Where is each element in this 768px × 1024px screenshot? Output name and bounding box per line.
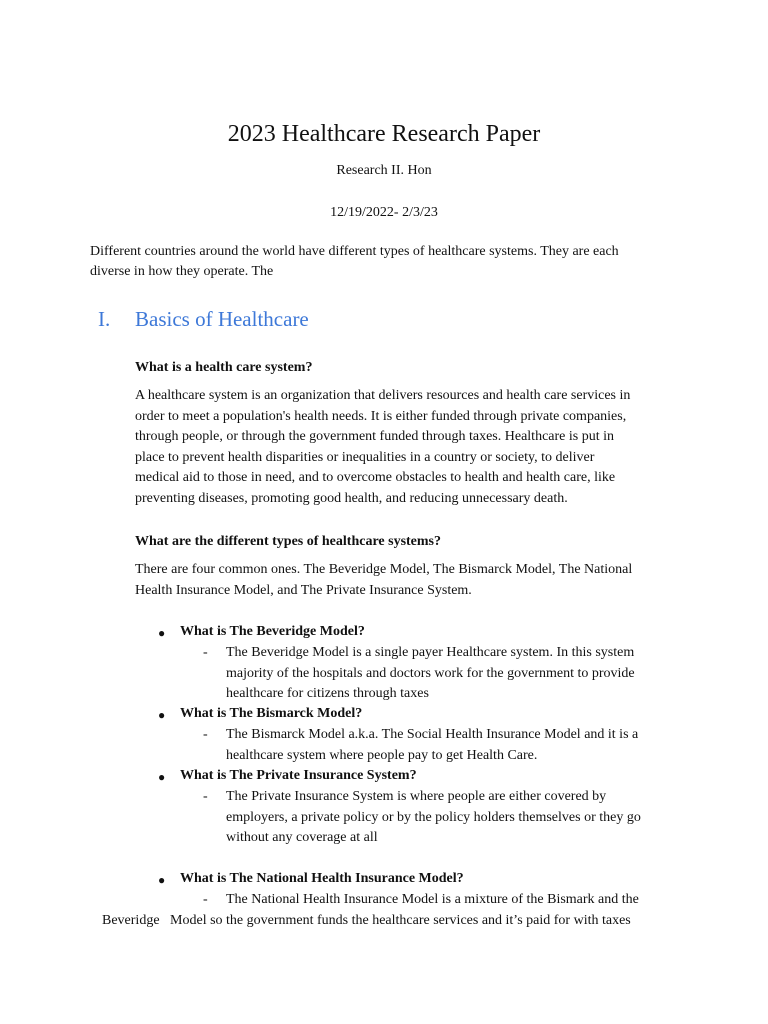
answer-line: Health Insurance Model, and The Private Insurance System. — [135, 582, 472, 598]
bullet-answer-line: employers, a private policy or by the policy holders themselves or they go — [226, 809, 641, 825]
bullet-question: What is The National Health Insurance Model? — [180, 871, 464, 886]
bullet-answer-line: healthcare for citizens through taxes — [226, 686, 429, 701]
bullet-answer-line: The Bismarck Model a.k.a. The Social Health Insurance Model and it is a — [226, 727, 639, 742]
document-subtitle: Research II. Hon — [336, 163, 432, 178]
bullet-question: What is The Bismarck Model? — [180, 706, 363, 721]
question-heading: What is a health care system? — [135, 360, 313, 375]
section-heading: Basics of Healthcare — [135, 307, 309, 331]
bullet-icon: ● — [158, 708, 166, 722]
answer-line: medical aid to those in need, and to overcome obstacles to health and health care, like — [135, 470, 616, 485]
bullet-answer-line: The Private Insurance System is where people are either covered by — [226, 789, 607, 804]
dash-marker: - — [203, 727, 208, 742]
bullet-answer-line: The Beveridge Model is a single payer Healthcare system. In this system — [226, 645, 635, 660]
dash-marker: - — [203, 892, 208, 907]
answer-line: place to prevent health disparities or inequalities in a country or society, to deliver — [135, 449, 595, 465]
intro-line: diverse in how they operate. The — [90, 264, 274, 279]
document-title: 2023 Healthcare Research Paper — [227, 121, 541, 147]
answer-line: through people, or through the government funded through taxes. Healthcare is put in — [135, 429, 614, 444]
answer-line: order to meet a population's health needs. It is either funded through private companies, — [135, 408, 627, 424]
bullet-icon: ● — [158, 770, 166, 784]
answer-line: preventing diseases, promoting good health, and reducing unnecessary death. — [135, 490, 568, 506]
bullet-question: What is The Beveridge Model? — [180, 624, 365, 639]
bullet-answer-line: healthcare system where people pay to get Health Care. — [226, 747, 538, 763]
bullet-icon: ● — [158, 873, 166, 887]
bullet-answer-line: The National Health Insurance Model is a mixture of the Bismark and the — [226, 892, 639, 907]
answer-line: A healthcare system is an organization that delivers resources and health care services in — [135, 388, 631, 403]
bullet-answer-line: Beveridge Model so the government funds the healthcare services and it’s paid for with taxes — [102, 912, 631, 928]
section-number: I. — [98, 307, 111, 331]
bullet-answer-line: without any coverage at all — [226, 830, 378, 845]
dash-marker: - — [203, 789, 208, 804]
bullet-answer-line: majority of the hospitals and doctors work for the government to provide — [226, 665, 635, 681]
bullet-question: What is The Private Insurance System? — [180, 768, 417, 783]
document-date: 12/19/2022- 2/3/23 — [330, 205, 438, 220]
bullet-icon: ● — [158, 626, 166, 640]
intro-line: Different countries around the world have different types of healthcare systems. They are each — [90, 244, 619, 259]
answer-line: There are four common ones. The Beveridge Model, The Bismarck Model, The National — [135, 562, 633, 577]
question-heading: What are the different types of healthcare systems? — [135, 534, 442, 549]
dash-marker: - — [203, 645, 208, 660]
